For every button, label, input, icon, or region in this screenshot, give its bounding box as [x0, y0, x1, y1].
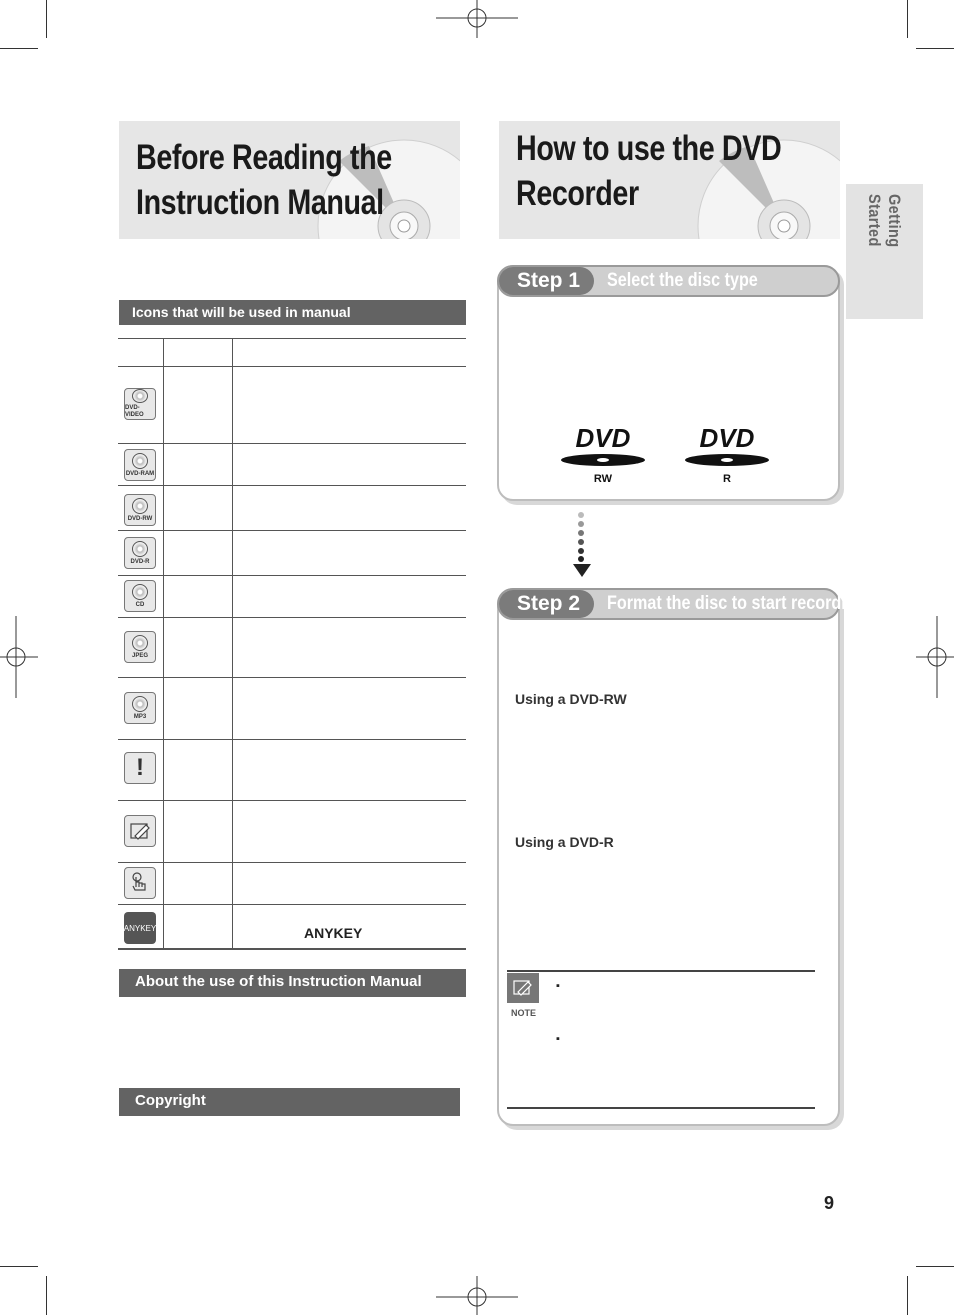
table-rule — [118, 530, 466, 531]
crop-mark — [0, 1266, 38, 1267]
dvd-rw-logo-icon — [559, 427, 647, 487]
connector-dot — [578, 539, 584, 545]
table-rule — [118, 677, 466, 678]
table-rule — [118, 948, 466, 950]
crop-mark — [907, 1276, 908, 1315]
about-section-title: About the use of this Instruction Manual — [135, 973, 422, 990]
crop-mark — [0, 48, 38, 49]
note-bullet: ▪ — [556, 980, 560, 992]
table-rule — [118, 443, 466, 444]
table-rule — [118, 739, 466, 740]
note-icon-box — [507, 973, 539, 1003]
step2-header — [497, 588, 866, 620]
note-bullet: ▪ — [556, 1033, 560, 1045]
right-title-banner — [499, 121, 840, 239]
using-dvd-r-heading: Using a DVD-R — [515, 834, 614, 850]
right-banner-title-line1: How to use the DVD — [516, 129, 782, 168]
table-rule — [118, 800, 466, 801]
registration-mark-right — [916, 616, 954, 698]
dvd-r-icon: DVD-R — [124, 537, 156, 569]
dvd-logo-text: DVD — [699, 427, 755, 453]
connector-dot — [578, 530, 584, 536]
mp3-icon: MP3 — [124, 692, 156, 724]
dvd-r-logo-icon — [683, 427, 771, 487]
left-banner-title-line1: Before Reading the — [136, 138, 392, 177]
table-rule — [118, 904, 466, 905]
table-rule — [118, 862, 466, 863]
crop-mark — [46, 0, 47, 38]
table-rule — [118, 485, 466, 486]
caution-icon: ! — [124, 752, 156, 784]
step2-box — [497, 588, 840, 1126]
note-bottom-rule — [507, 1107, 815, 1109]
registration-mark-left — [0, 616, 38, 698]
note-pencil-icon — [124, 815, 156, 847]
right-banner-title — [516, 126, 781, 216]
icons-table — [118, 338, 466, 950]
dvd-r-label: R — [723, 473, 731, 485]
step2-label: Step 2 — [499, 590, 594, 618]
crop-mark — [916, 48, 954, 49]
connector-dot — [578, 556, 584, 562]
left-banner-title-line2: Instruction Manual — [136, 183, 384, 222]
connector-dot — [578, 548, 584, 554]
side-tab-label: Getting Started — [865, 194, 904, 248]
copyright-section-header — [119, 1088, 460, 1116]
table-column-rule — [163, 338, 164, 948]
icons-section-header — [119, 300, 466, 325]
step2-title: Format the disc to start recording — [607, 593, 866, 614]
side-tab-getting-started — [846, 184, 923, 319]
about-section-header — [119, 969, 466, 997]
step1-box — [497, 265, 840, 501]
using-dvd-rw-heading: Using a DVD-RW — [515, 691, 627, 707]
registration-mark-top — [436, 0, 518, 40]
dvd-rw-label: RW — [593, 473, 613, 485]
table-rule — [118, 366, 466, 367]
anykey-icon: ANYKEY — [124, 912, 156, 944]
dvd-logo-text: DVD — [575, 427, 631, 453]
left-banner-title — [136, 135, 392, 225]
note-pencil-icon — [512, 978, 534, 998]
copyright-section-title: Copyright — [135, 1092, 206, 1109]
table-column-rule — [232, 338, 233, 948]
left-title-banner — [119, 121, 460, 239]
anykey-description: ANYKEY — [304, 925, 363, 941]
down-arrow-icon — [573, 564, 591, 577]
step1-label: Step 1 — [499, 267, 594, 295]
table-rule — [118, 617, 466, 618]
crop-mark — [907, 0, 908, 38]
cd-icon: CD — [124, 580, 156, 612]
right-banner-title-line2: Recorder — [516, 174, 639, 213]
step1-header — [497, 265, 840, 297]
dvd-rw-icon: DVD-RW — [124, 494, 156, 526]
connector-dot — [578, 512, 584, 518]
registration-mark-bottom — [436, 1276, 518, 1315]
jpeg-icon: JPEG — [124, 631, 156, 663]
crop-mark — [916, 1266, 954, 1267]
one-touch-hand-icon — [124, 867, 156, 899]
dvd-ram-icon: DVD-RAM — [124, 449, 156, 481]
table-rule — [118, 575, 466, 576]
connector-dot — [578, 521, 584, 527]
page-number: 9 — [824, 1193, 835, 1213]
table-rule — [118, 338, 466, 339]
icons-section-title: Icons that will be used in manual — [132, 304, 351, 320]
step1-title: Select the disc type — [607, 270, 758, 291]
note-top-rule — [507, 970, 815, 972]
dvd-video-icon: DVD-VIDEO — [124, 388, 156, 420]
crop-mark — [46, 1276, 47, 1315]
note-label: NOTE — [511, 1008, 537, 1018]
